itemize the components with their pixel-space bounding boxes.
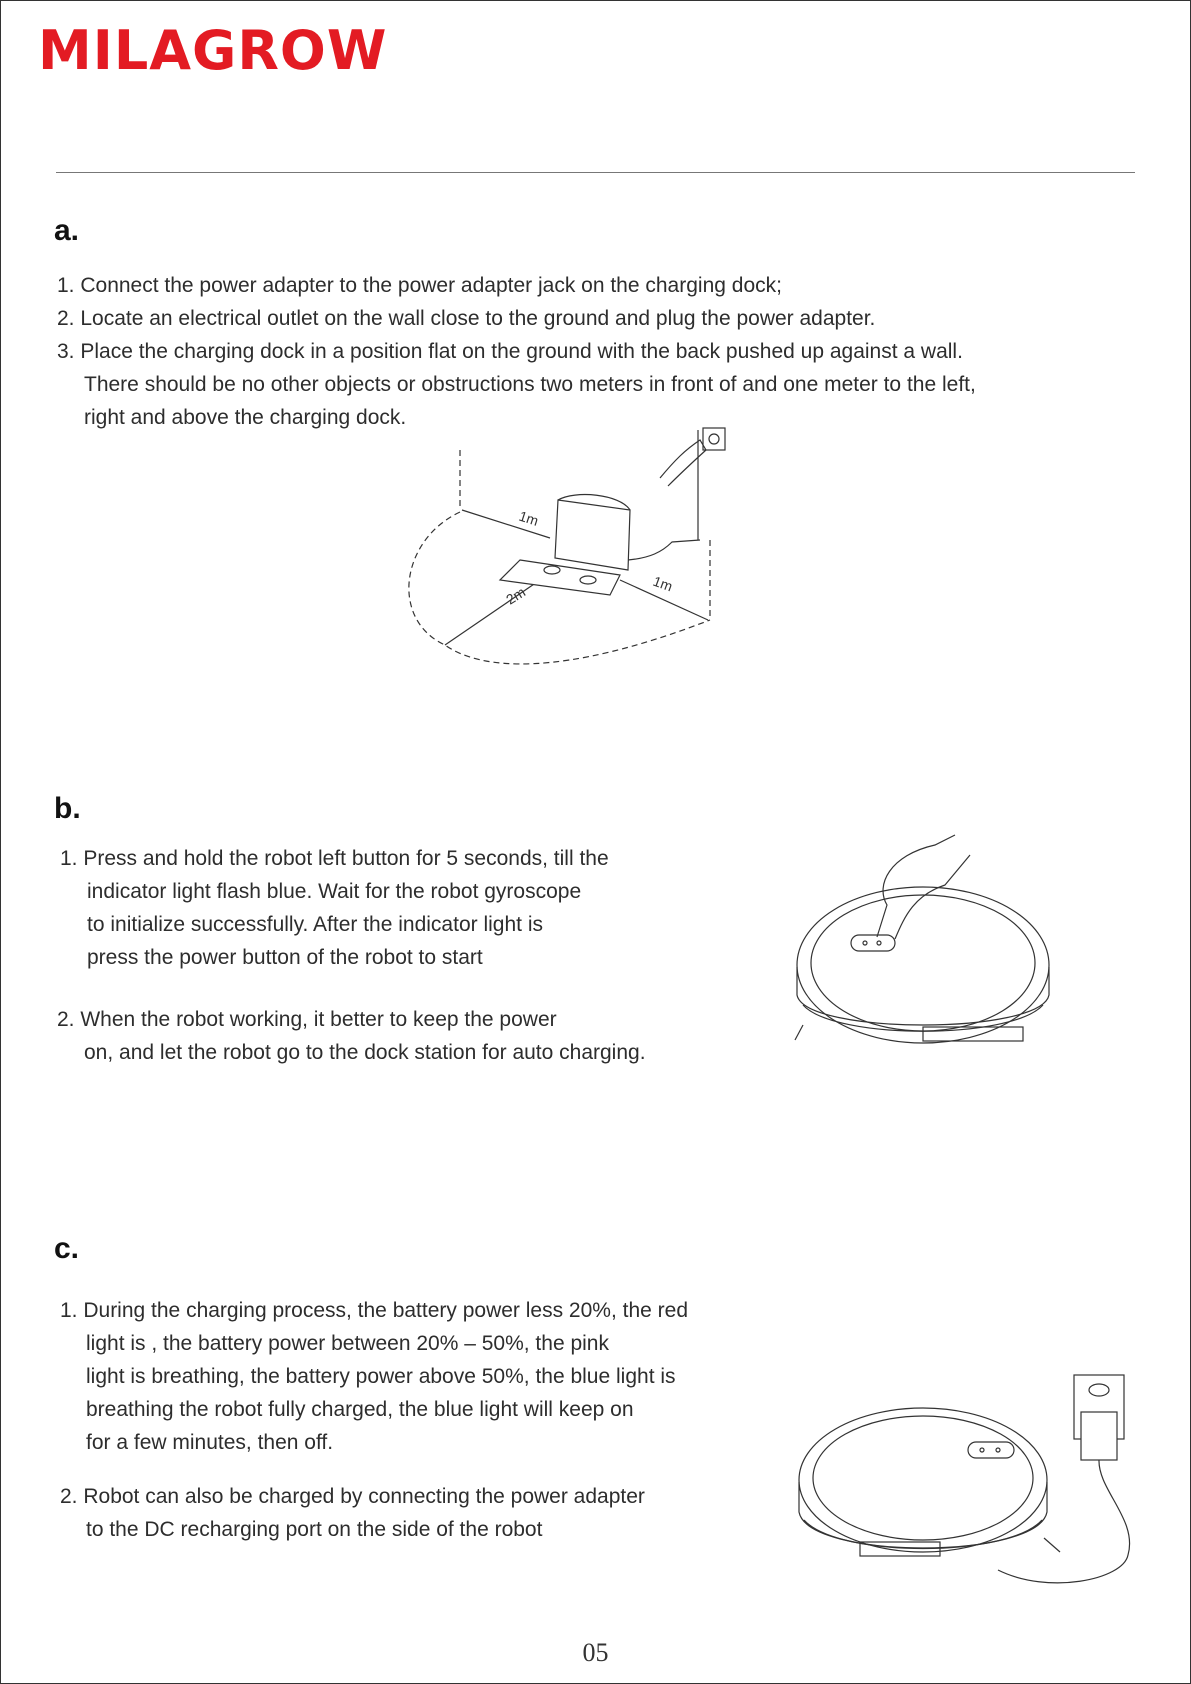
section-a-line-2: 2. Locate an electrical outlet on the wall close to the ground and plug the power adapter.	[57, 307, 876, 330]
section-c-line-1: 1. During the charging process, the battery power less 20%, the red	[60, 1299, 689, 1322]
robot-button-press-illustration	[795, 835, 1055, 1065]
section-b-heading: b.	[54, 792, 81, 825]
section-c-heading: c.	[54, 1232, 80, 1265]
section-a-line-3: 3. Place the charging dock in a position flat on the ground with the back pushed up against a wall.	[57, 340, 963, 363]
section-a-heading: a.	[54, 214, 80, 247]
page-number: 05	[582, 1638, 609, 1667]
section-a-line-1: 1. Connect the power adapter to the power adapter jack on the charging dock;	[57, 274, 782, 297]
section-a-line-4: There should be no other objects or obstructions two meters in front of and one meter to the left,	[84, 373, 976, 396]
robot-dc-charging-illustration	[798, 1370, 1138, 1620]
section-c-line-2: light is , the battery power between 20% – 50%, the pink	[86, 1332, 609, 1355]
section-b-line-4: press the power button of the robot to start	[87, 946, 483, 969]
section-b-line-3: to initialize successfully. After the indicator light is	[87, 913, 543, 936]
section-c-line-4: breathing the robot fully charged, the blue light will keep on	[86, 1398, 634, 1421]
section-b-line-6: on, and let the robot go to the dock station for auto charging.	[84, 1041, 646, 1064]
charging-dock-placement-diagram	[400, 420, 740, 680]
brand-logo: MILAGROW	[38, 19, 388, 82]
header-divider	[56, 172, 1135, 173]
section-b-line-2: indicator light flash blue. Wait for the robot gyroscope	[87, 880, 582, 903]
section-b-line-1: 1. Press and hold the robot left button for 5 seconds, till the	[60, 847, 609, 870]
section-b-line-5: 2. When the robot working, it better to keep the power	[57, 1008, 557, 1031]
section-a-line-5: right and above the charging dock.	[84, 406, 407, 429]
label-1m-left: 1m	[517, 507, 541, 529]
label-2m-front: 2m	[503, 583, 529, 608]
label-1m-right: 1m	[650, 572, 675, 595]
section-c-line-5: for a few minutes, then off.	[86, 1431, 334, 1454]
section-c-line-6: 2. Robot can also be charged by connecting the power adapter	[60, 1485, 645, 1508]
section-c-line-3: light is breathing, the battery power above 50%, the blue light is	[86, 1365, 676, 1388]
section-c-line-7: to the DC recharging port on the side of the robot	[86, 1518, 543, 1541]
